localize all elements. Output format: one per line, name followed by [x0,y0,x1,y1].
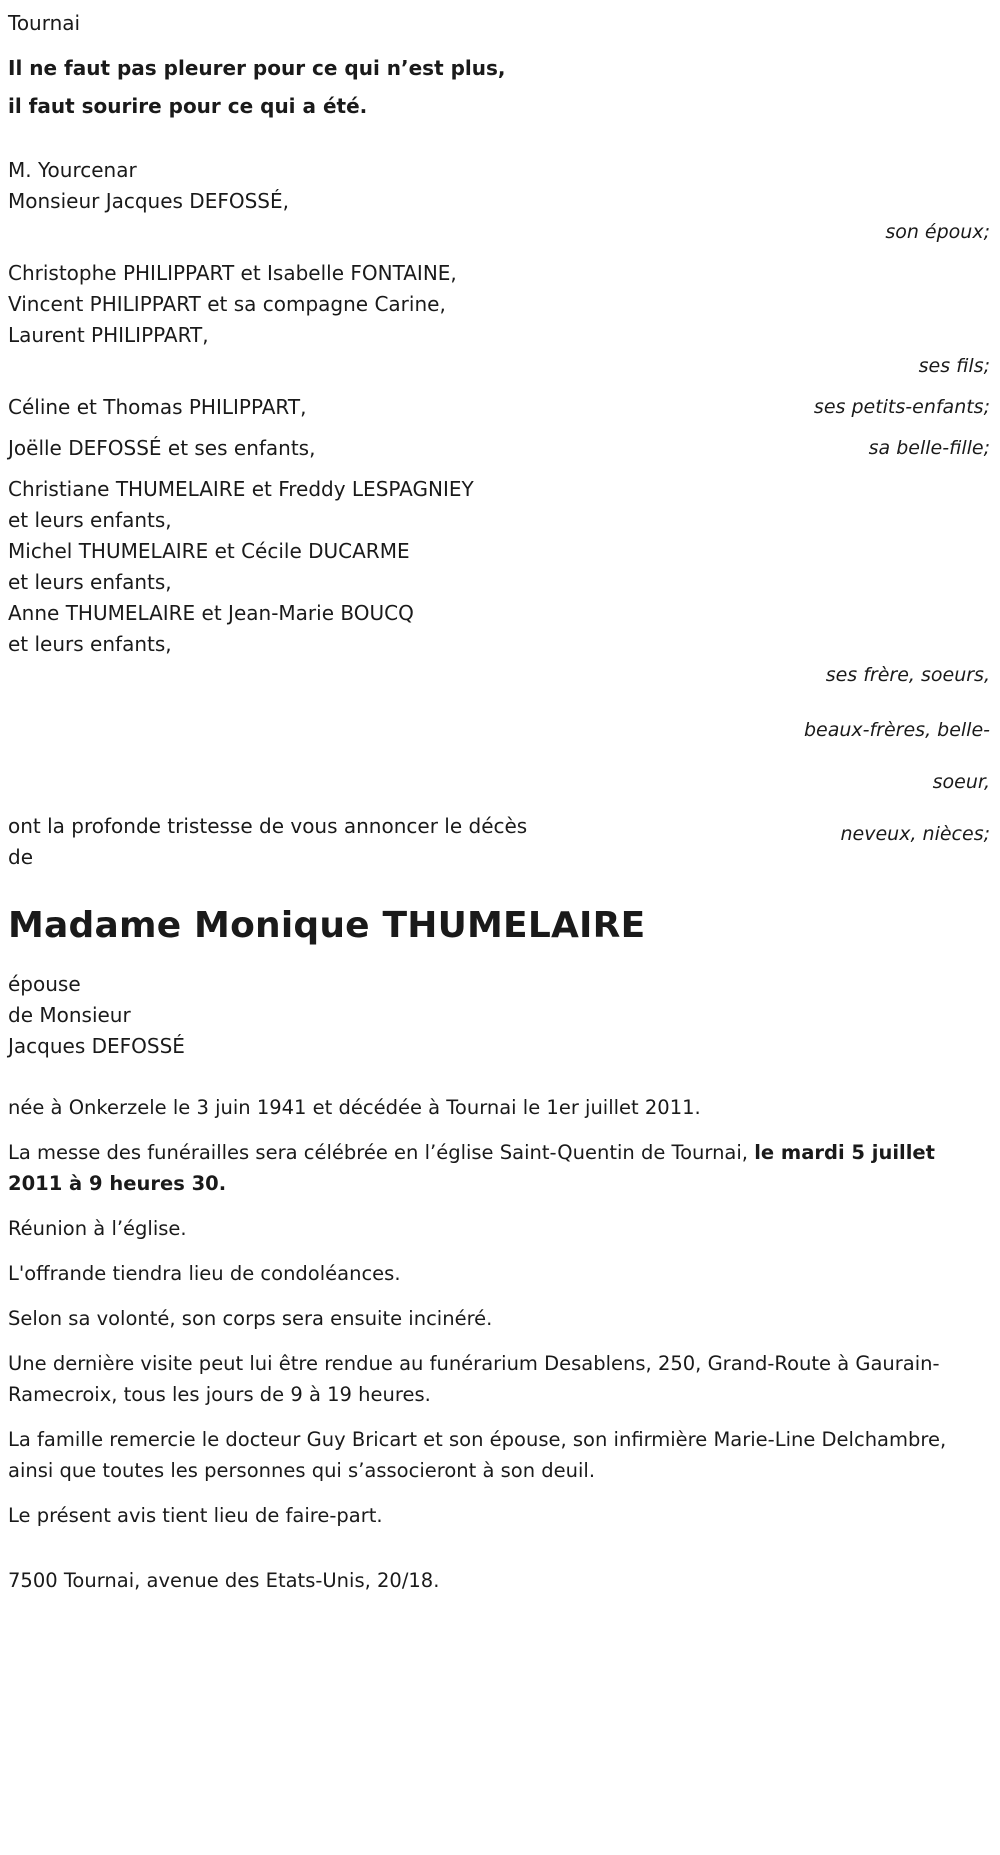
funeral-mass-text: La messe des funérailles sera célébrée en l’église Saint-Quentin de Tournai, [8,1141,755,1164]
family-group-grandchildren [8,392,990,423]
family-name-line: Céline et Thomas PHILIPPART, [8,395,307,419]
quote-line-1: Il ne faut pas pleurer pour ce qui n’est plus, [8,56,506,80]
family-group-husband [8,186,990,217]
spacer [8,423,990,433]
family-group-daughter-in-law [8,433,990,464]
family-name-line: Laurent PHILIPPART, [8,323,209,347]
spacer [8,464,990,474]
announce-row [8,691,990,873]
family-group-sons [8,258,990,351]
spouse-label-line-3: Jacques DEFOSSÉ [8,1034,185,1058]
family-name-line: Vincent PHILIPPART et sa compagne Carine, [8,292,446,316]
thanks-paragraph: La famille remercie le docteur Guy Bricart et son épouse, son infirmière Marie-Line Delchambre, ainsi que toutes les personnes qui s’associeront à son deuil. [8,1428,947,1482]
relation-label-sons: ses fils; [918,355,990,377]
relation-label-husband: son époux; [885,221,990,243]
family-name-line: Joëlle DEFOSSÉ et ses enfants, [8,436,316,460]
birth-death-line: née à Onkerzele le 3 juin 1941 et décédée à Tournai le 1er juillet 2011. [8,1096,701,1119]
visit-paragraph: Une dernière visite peut lui être rendue au funérarium Desablens, 250, Grand-Route à Gaurain-Ramecroix, tous les jours de 9 à 19 heures. [8,1352,940,1406]
spacer [8,39,990,49]
family-name-line: Monsieur Jacques DEFOSSÉ, [8,189,289,213]
quote-line-2: il faut sourire pour ce qui a été. [8,94,368,118]
offering-line: L'offrande tiendra lieu de condoléances. [8,1262,401,1285]
family-name-line: Michel THUMELAIRE et Cécile DUCARME [8,539,410,563]
family-name-line: Anne THUMELAIRE et Jean-Marie BOUCQ [8,601,414,625]
cremation-line: Selon sa volonté, son corps sera ensuite incinéré. [8,1307,493,1330]
relation-label-grandchildren: ses petits-enfants; [813,396,990,418]
family-name-line: et leurs enfants, [8,632,172,656]
spouse-label-line-2: de Monsieur [8,1003,131,1027]
spacer [8,1062,990,1092]
relation-label-siblings-tail [780,691,990,873]
spouse-label-line-1: épouse [8,972,81,996]
spacer [8,873,990,903]
family-group-siblings [8,474,990,660]
faire-part-line: Le présent avis tient lieu de faire-part. [8,1504,383,1527]
relation-label-siblings-line-3: soeur, [932,771,990,793]
family-names [8,186,289,217]
funeral-mass-paragraph [8,1137,990,1199]
spacer [8,791,527,811]
family-name-line: et leurs enfants, [8,570,172,594]
funeral-mass-date: le mardi 5 juillet 2011 à 9 heures 30. [8,1141,935,1195]
announce-line-2: de [8,845,33,869]
spacer [8,248,990,258]
family-name-line: Christophe PHILIPPART et Isabelle FONTAINE, [8,261,457,285]
family-name-line: et leurs enfants, [8,508,172,532]
family-name-line: Christiane THUMELAIRE et Freddy LESPAGNIEY [8,477,474,501]
family-names [8,433,315,464]
relation-label-siblings-line-1: ses frère, soeurs, [825,664,990,686]
family-names [8,392,306,423]
announce-names [8,791,527,873]
spacer [8,382,990,392]
spacer [8,1545,990,1565]
relation-label-daughter-in-law: sa belle-fille; [868,437,990,459]
announce-line-1: ont la profonde tristesse de vous annoncer le décès [8,814,528,838]
relation-label-siblings-line-4: neveux, nièces; [840,823,990,845]
spacer [8,949,990,969]
address-line: 7500 Tournai, avenue des Etats-Unis, 20/18. [8,1569,440,1592]
reunion-line: Réunion à l’église. [8,1217,187,1240]
city-label: Tournai [8,11,81,35]
deceased-name: Madame Monique THUMELAIRE [8,905,646,946]
quote-author: M. Yourcenar [8,158,137,182]
relation-label-siblings-line-2: beaux-frères, belle- [803,719,990,741]
spacer [8,125,990,155]
